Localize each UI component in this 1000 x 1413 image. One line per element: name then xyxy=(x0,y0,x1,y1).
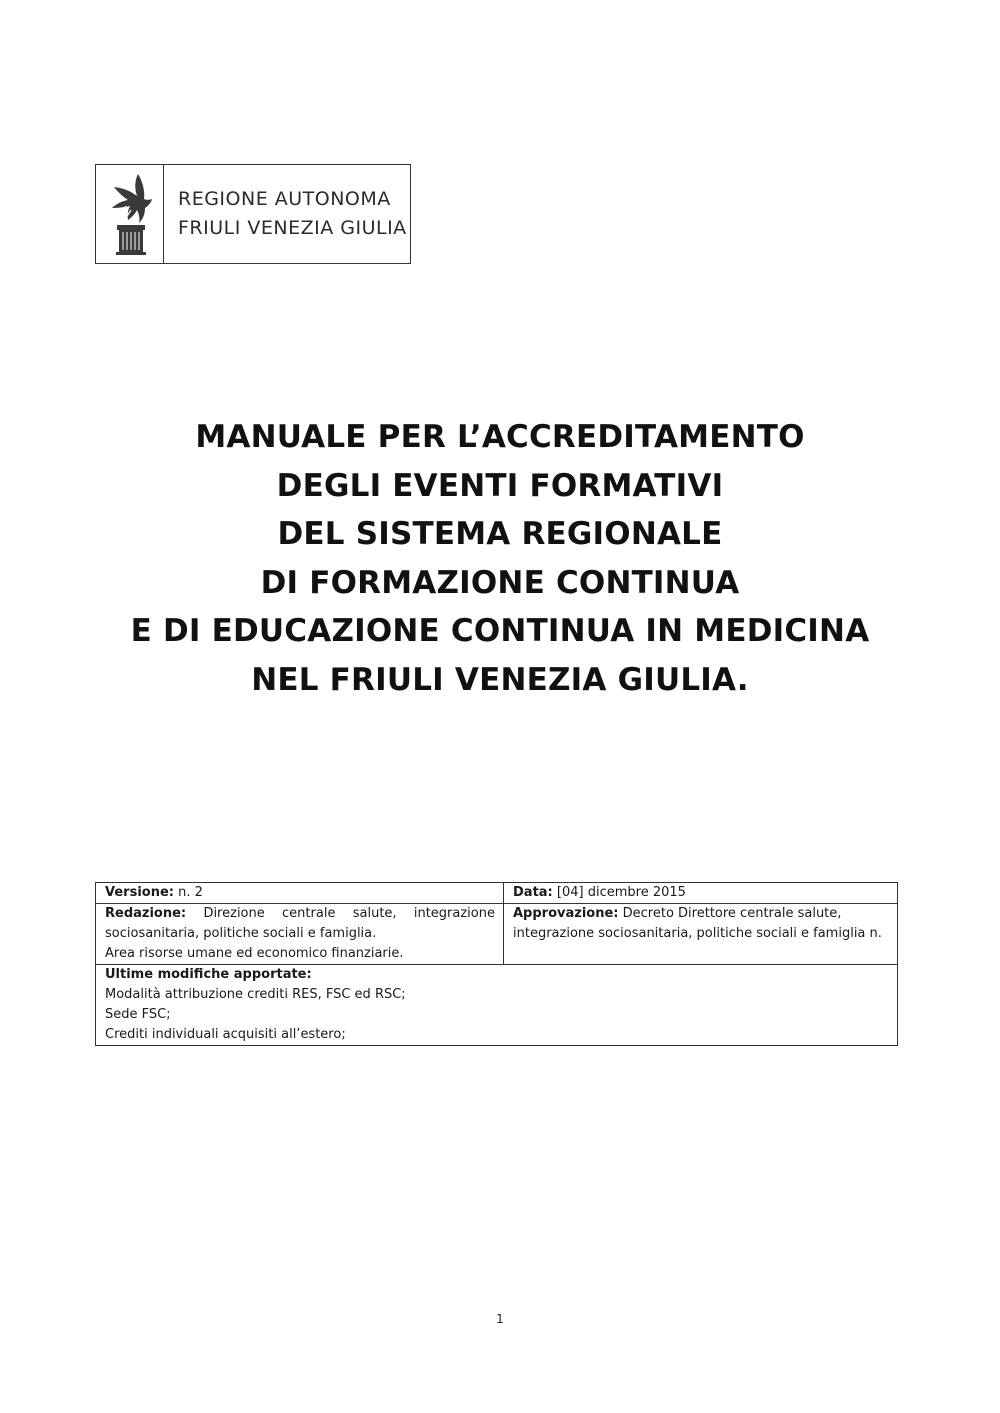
title-line: MANUALE PER L’ACCREDITAMENTO xyxy=(195,419,805,455)
redazione-value: Direzione centrale salute, integrazione sociosanitaria, politiche sociali e famiglia. xyxy=(105,906,495,941)
data-value: [04] dicembre 2015 xyxy=(556,885,686,900)
eagle-emblem-icon xyxy=(96,165,164,263)
page-number: 1 xyxy=(496,1312,504,1326)
modifiche-label: Ultime modifiche apportate: xyxy=(105,967,312,982)
title-line: DEL SISTEMA REGIONALE xyxy=(277,516,723,552)
versione-cell xyxy=(96,883,504,904)
title-line: DEGLI EVENTI FORMATIVI xyxy=(276,467,724,504)
region-name xyxy=(164,165,410,263)
redazione-cell xyxy=(96,904,504,965)
title-line: DI FORMAZIONE CONTINUA xyxy=(260,564,740,601)
title-line: NEL FRIULI VENEZIA GIULIA. xyxy=(251,661,749,698)
modifiche-item: Crediti individuali acquisiti all’estero; xyxy=(105,1027,346,1042)
table-row xyxy=(96,883,898,904)
region-name-line1: REGIONE AUTONOMA xyxy=(178,188,391,210)
table-row xyxy=(96,904,898,965)
region-logo xyxy=(95,164,411,264)
table-row xyxy=(96,965,898,1046)
eagle-emblem-graphic xyxy=(104,170,156,258)
redazione-label: Redazione: xyxy=(105,906,187,921)
approvazione-label: Approvazione: xyxy=(513,906,619,921)
versione-value: n. 2 xyxy=(178,885,203,900)
modifiche-cell xyxy=(96,965,898,1046)
versione-label: Versione: xyxy=(105,885,174,900)
data-label: Data: xyxy=(513,885,553,900)
title-line: E DI EDUCAZIONE CONTINUA IN MEDICINA xyxy=(130,613,870,649)
document-title xyxy=(60,413,940,704)
document-info-table xyxy=(95,882,898,1046)
modifiche-item: Modalità attribuzione crediti RES, FSC ed RSC; xyxy=(105,987,406,1002)
data-cell xyxy=(504,883,898,904)
approvazione-value: Decreto Direttore centrale salute, integrazione sociosanitaria, politiche sociali e famiglia n. xyxy=(513,906,882,941)
modifiche-item: Sede FSC; xyxy=(105,1007,171,1022)
region-name-line2: FRIULI VENEZIA GIULIA xyxy=(178,217,407,239)
redazione-value-2: Area risorse umane ed economico finanziarie. xyxy=(105,946,404,961)
approvazione-cell xyxy=(504,904,898,965)
